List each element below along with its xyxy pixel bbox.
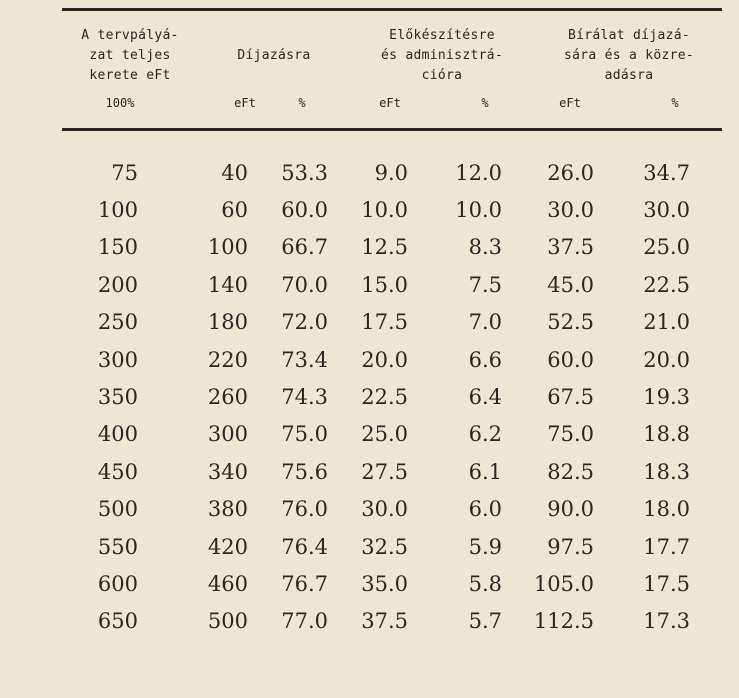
table-row — [62, 528, 690, 565]
cell-awards-eft: 500 — [207, 609, 248, 634]
cell-total-frame: 550 — [97, 534, 138, 559]
unit-jury-eft: eFt — [559, 96, 581, 110]
cell-total-frame: 150 — [97, 235, 138, 260]
cell-jury-eft: 26.0 — [547, 160, 594, 185]
cell-awards-percent: 70.0 — [281, 272, 328, 297]
table-row — [62, 154, 690, 191]
cell-jury-percent: 18.8 — [643, 422, 690, 447]
cell-jury-eft: 82.5 — [547, 459, 594, 484]
unit-jury-percent: % — [671, 96, 679, 110]
cell-awards-percent: 76.0 — [281, 497, 328, 522]
table-row — [62, 229, 690, 266]
cell-prep-percent: 6.1 — [468, 459, 502, 484]
cell-jury-eft: 105.0 — [533, 571, 594, 596]
unit-awards-eft: eFt — [234, 96, 256, 110]
cell-jury-eft: 97.5 — [547, 534, 594, 559]
cell-awards-percent: 74.3 — [281, 385, 328, 410]
cell-jury-eft: 60.0 — [547, 347, 594, 372]
cell-prep-eft: 22.5 — [361, 385, 408, 410]
cell-prep-percent: 5.7 — [468, 609, 502, 634]
table-row — [62, 491, 690, 528]
header-total-frame: A tervpályá- zat teljes kerete eFt — [81, 28, 179, 83]
cell-jury-eft: 45.0 — [547, 272, 594, 297]
cell-total-frame: 650 — [97, 609, 138, 634]
cell-awards-eft: 260 — [207, 385, 248, 410]
cell-jury-percent: 30.0 — [643, 198, 690, 223]
cell-prep-percent: 5.9 — [468, 534, 502, 559]
cell-prep-percent: 5.8 — [468, 571, 502, 596]
cell-prep-percent: 10.0 — [455, 198, 502, 223]
table-row — [62, 191, 690, 228]
cell-awards-percent: 72.0 — [281, 310, 328, 335]
cell-awards-percent: 66.7 — [281, 235, 328, 260]
cell-jury-eft: 67.5 — [547, 385, 594, 410]
cell-jury-percent: 34.7 — [643, 160, 690, 185]
cell-prep-percent: 7.0 — [468, 310, 502, 335]
cell-prep-eft: 10.0 — [361, 198, 408, 223]
data-table — [62, 154, 690, 640]
cell-prep-percent: 12.0 — [455, 160, 502, 185]
cell-jury-percent: 17.3 — [643, 609, 690, 634]
table-row — [62, 453, 690, 490]
header-preparation-admin: Előkészítésre és adminisztrá- cióra — [381, 28, 503, 83]
cell-prep-eft: 15.0 — [361, 272, 408, 297]
table-row — [62, 378, 690, 415]
table-row — [62, 304, 690, 341]
cell-awards-eft: 380 — [207, 497, 248, 522]
cell-jury-eft: 112.5 — [533, 609, 594, 634]
cell-awards-eft: 460 — [207, 571, 248, 596]
cell-awards-percent: 75.0 — [281, 422, 328, 447]
table-row — [62, 416, 690, 453]
unit-prep-eft: eFt — [379, 96, 401, 110]
cell-total-frame: 200 — [97, 272, 138, 297]
cell-awards-percent: 75.6 — [281, 459, 328, 484]
cell-awards-eft: 300 — [207, 422, 248, 447]
cell-awards-eft: 420 — [207, 534, 248, 559]
header-bottom-rule — [62, 128, 722, 131]
cell-awards-percent: 77.0 — [281, 609, 328, 634]
cell-prep-percent: 6.2 — [468, 422, 502, 447]
cell-prep-eft: 35.0 — [361, 571, 408, 596]
cell-prep-eft: 30.0 — [361, 497, 408, 522]
cell-total-frame: 300 — [97, 347, 138, 372]
cell-awards-eft: 40 — [221, 160, 248, 185]
cell-jury-percent: 18.0 — [643, 497, 690, 522]
header-awards: Díjazásra — [237, 48, 311, 63]
table-row — [62, 565, 690, 602]
cell-jury-percent: 20.0 — [643, 347, 690, 372]
header-jury-publication: Bírálat díjazá- sára és a közre- adásra — [563, 28, 695, 83]
cell-prep-eft: 27.5 — [361, 459, 408, 484]
cell-jury-percent: 18.3 — [643, 459, 690, 484]
unit-prep-percent: % — [481, 96, 489, 110]
cell-prep-percent: 6.0 — [468, 497, 502, 522]
top-rule — [62, 8, 722, 11]
cell-jury-eft: 75.0 — [547, 422, 594, 447]
cell-awards-percent: 76.4 — [281, 534, 328, 559]
cell-total-frame: 100 — [97, 198, 138, 223]
cell-jury-eft: 30.0 — [547, 198, 594, 223]
cell-awards-eft: 180 — [207, 310, 248, 335]
cell-total-frame: 500 — [97, 497, 138, 522]
cell-jury-eft: 52.5 — [547, 310, 594, 335]
cell-prep-eft: 32.5 — [361, 534, 408, 559]
cell-jury-percent: 22.5 — [643, 272, 690, 297]
cell-awards-percent: 60.0 — [281, 198, 328, 223]
cell-jury-percent: 17.5 — [643, 571, 690, 596]
cell-total-frame: 75 — [111, 160, 138, 185]
cell-prep-percent: 6.4 — [468, 385, 502, 410]
table-row — [62, 603, 690, 640]
table-row — [62, 341, 690, 378]
table-row — [62, 266, 690, 303]
cell-prep-eft: 17.5 — [361, 310, 408, 335]
cell-awards-eft: 340 — [207, 459, 248, 484]
cell-prep-percent: 7.5 — [468, 272, 502, 297]
cell-prep-eft: 20.0 — [361, 347, 408, 372]
cell-prep-eft: 37.5 — [361, 609, 408, 634]
cell-total-frame: 600 — [97, 571, 138, 596]
cell-prep-eft: 9.0 — [374, 160, 408, 185]
table-body — [62, 154, 690, 640]
cell-prep-eft: 25.0 — [361, 422, 408, 447]
unit-total-percent: 100% — [105, 96, 135, 110]
cell-jury-percent: 19.3 — [643, 385, 690, 410]
cell-awards-eft: 60 — [221, 198, 248, 223]
unit-awards-percent: % — [298, 96, 306, 110]
cell-awards-eft: 220 — [207, 347, 248, 372]
cell-prep-percent: 8.3 — [468, 235, 502, 260]
cell-jury-eft: 37.5 — [547, 235, 594, 260]
cell-awards-percent: 73.4 — [281, 347, 328, 372]
cell-total-frame: 350 — [97, 385, 138, 410]
cell-total-frame: 250 — [97, 310, 138, 335]
cell-jury-percent: 25.0 — [643, 235, 690, 260]
cell-awards-eft: 100 — [207, 235, 248, 260]
cell-awards-percent: 76.7 — [281, 571, 328, 596]
cell-total-frame: 400 — [97, 422, 138, 447]
cell-jury-percent: 17.7 — [643, 534, 690, 559]
cell-jury-percent: 21.0 — [643, 310, 690, 335]
cell-awards-percent: 53.3 — [281, 160, 328, 185]
cell-awards-eft: 140 — [207, 272, 248, 297]
cell-total-frame: 450 — [97, 459, 138, 484]
cell-prep-eft: 12.5 — [361, 235, 408, 260]
cell-prep-percent: 6.6 — [468, 347, 502, 372]
cell-jury-eft: 90.0 — [547, 497, 594, 522]
